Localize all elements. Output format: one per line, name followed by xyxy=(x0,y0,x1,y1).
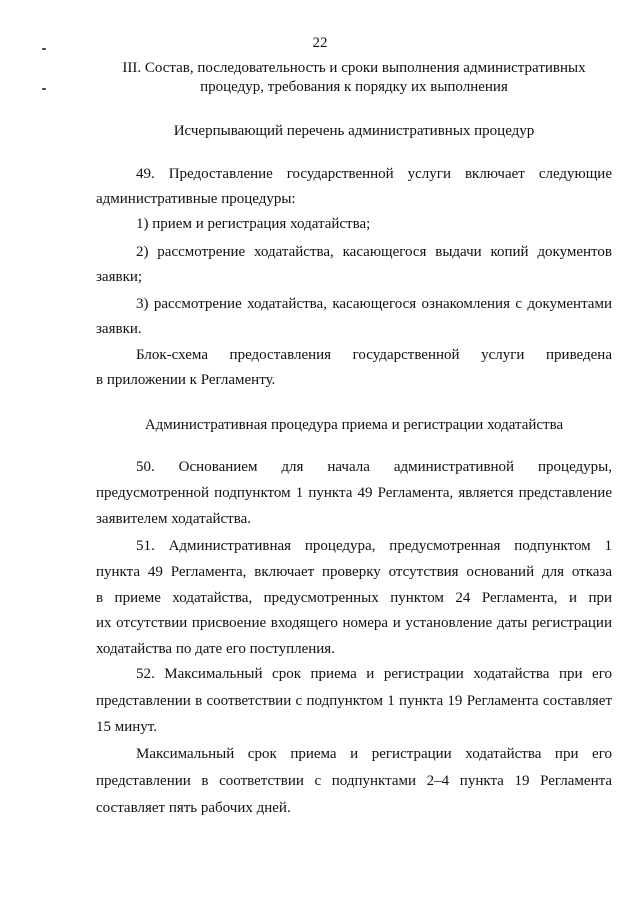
list-item-1: 1) прием и регистрация ходатайства; xyxy=(136,216,371,232)
list-item-3-line: заявки. xyxy=(96,321,142,337)
paragraph-51-line: их отсутствии присвоение входящего номера и установление даты регистрации xyxy=(96,615,612,631)
paragraph-49-line: административные процедуры: xyxy=(96,191,296,207)
section-title-line: процедур, требования к порядку их выполнения xyxy=(200,79,508,95)
paragraph-50-line: предусмотренной подпунктом 1 пункта 49 Регламента, является представление xyxy=(96,485,612,501)
paragraph-52b-line: представлении в соответствии с подпунктами 2–4 пункта 19 Регламента xyxy=(96,773,612,789)
subtitle-procedure-list: Исчерпывающий перечень административных процедур xyxy=(173,123,535,139)
list-item-2-line: 2) рассмотрение ходатайства, касающегося выдачи копий документов xyxy=(136,244,612,260)
paragraph-51-line: ходатайства по дате его поступления. xyxy=(96,641,335,657)
paragraph-49-line: 49. Предоставление государственной услуги включает следующие xyxy=(136,166,612,182)
paragraph-51-line: 51. Административная процедура, предусмотренная подпунктом 1 xyxy=(136,538,612,554)
paragraph-52-line: 52. Максимальный срок приема и регистрации ходатайства при его xyxy=(136,666,612,682)
page-number: 22 xyxy=(312,35,328,51)
list-item-3-line: 3) рассмотрение ходатайства, касающегося ознакомления с документами xyxy=(136,296,612,312)
paragraph-51-line: в приеме ходатайства, предусмотренных пунктом 24 Регламента, и при xyxy=(96,590,612,606)
block-scheme-line: Блок-схема предоставления государственной услуги приведена xyxy=(136,347,612,363)
subtitle-reception-procedure: Административная процедура приема и регистрации ходатайства xyxy=(144,417,564,433)
paragraph-52b-line: составляет пять рабочих дней. xyxy=(96,800,291,816)
paragraph-52-line: 15 минут. xyxy=(96,719,157,735)
block-scheme-line: в приложении к Регламенту. xyxy=(96,372,276,388)
section-title-line: III. Состав, последовательность и сроки выполнения административных xyxy=(122,60,586,76)
paragraph-51-line: пункта 49 Регламента, включает проверку отсутствия оснований для отказа xyxy=(96,564,612,580)
paragraph-52b-line: Максимальный срок приема и регистрации ходатайства при его xyxy=(136,746,612,762)
list-item-2-line: заявки; xyxy=(96,269,143,285)
paragraph-50-line: 50. Основанием для начала административной процедуры, xyxy=(136,459,612,475)
paragraph-52-line: представлении в соответствии с подпунктом 1 пункта 19 Регламента составляет xyxy=(96,693,612,709)
paragraph-50-line: заявителем ходатайства. xyxy=(96,511,252,527)
scan-artifact-mark xyxy=(42,88,46,90)
